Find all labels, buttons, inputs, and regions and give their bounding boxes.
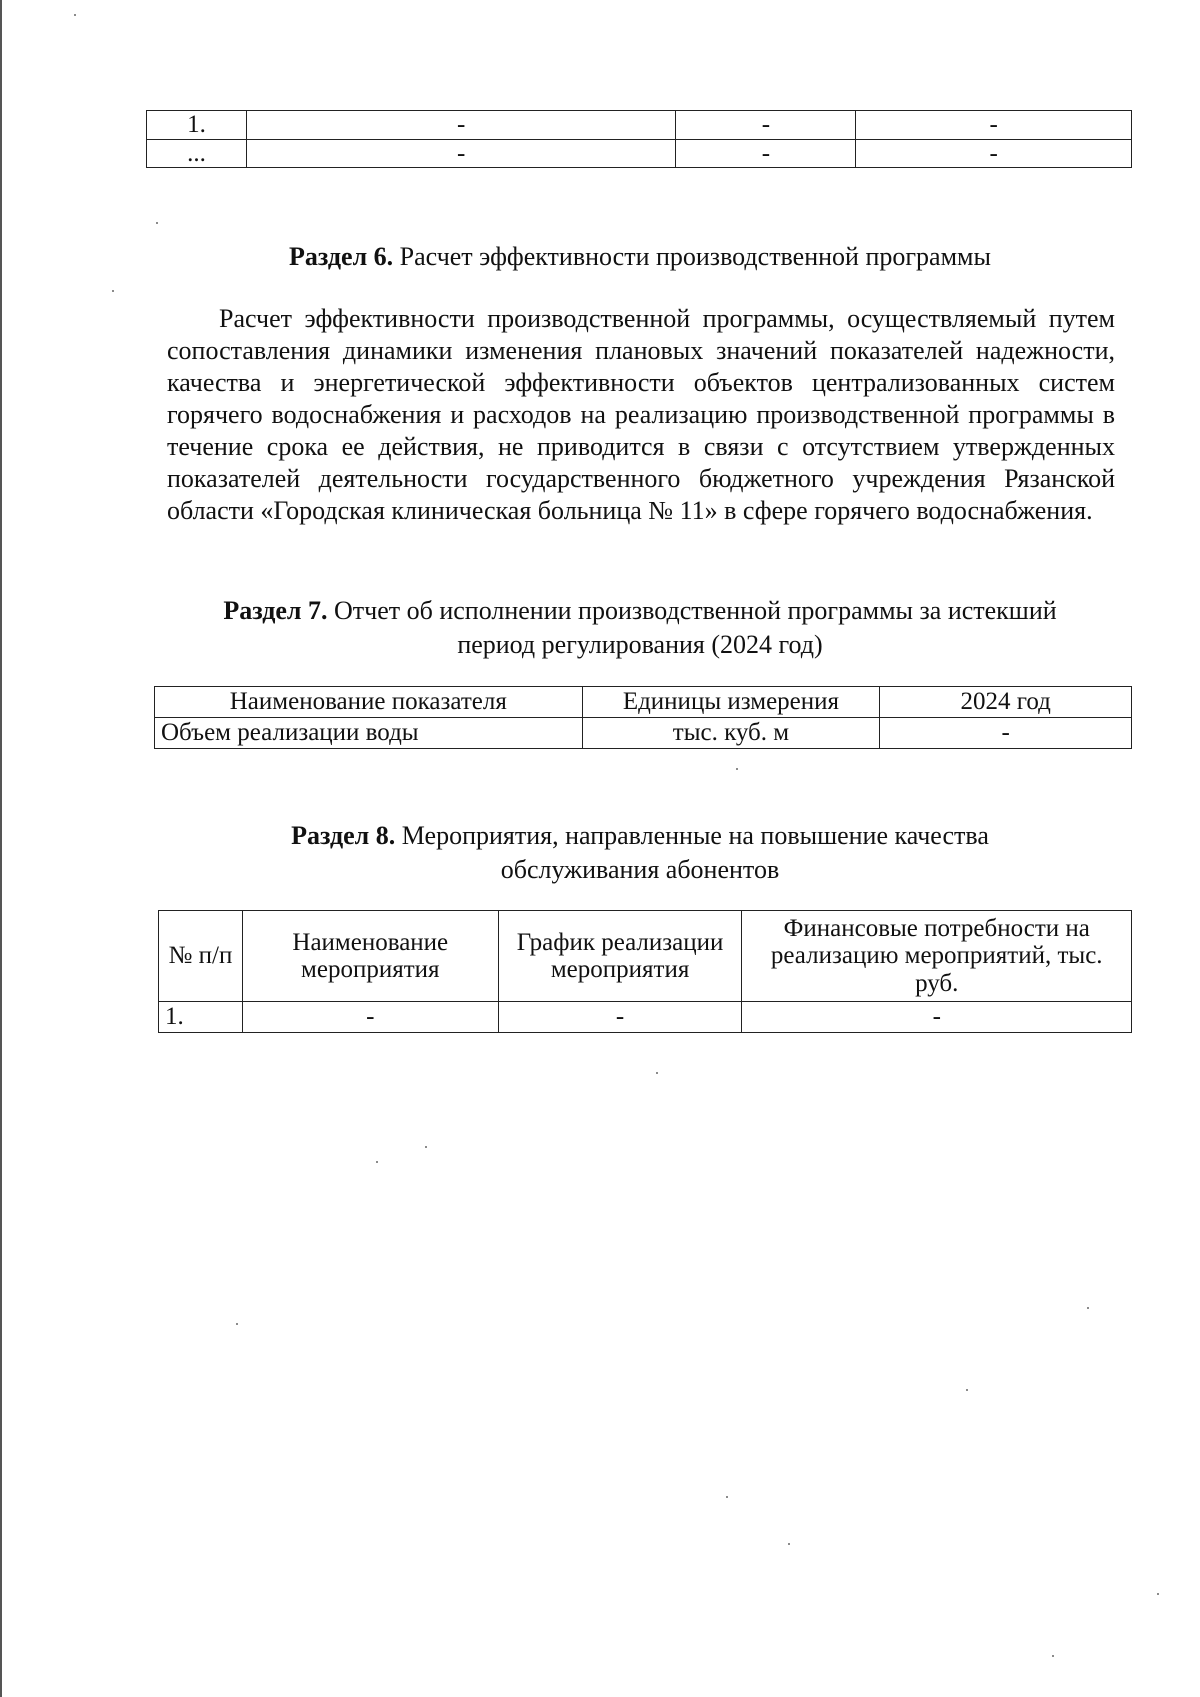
- table-header-cell: Финансовые потребности на реализацию мероприятий, тыс. руб.: [742, 911, 1132, 1002]
- section-8-table: [158, 910, 1132, 1033]
- table-cell: ...: [147, 139, 247, 168]
- scan-speck: [156, 222, 158, 224]
- table-cell: тыс. куб. м: [582, 718, 880, 749]
- table-header-cell: Наименование мероприятия: [242, 911, 498, 1002]
- table-header-cell: № п/п: [159, 911, 243, 1002]
- table-header-row: [159, 911, 1132, 1002]
- table-header-row: [155, 687, 1132, 718]
- table-cell: Объем реализации воды: [155, 718, 583, 749]
- scan-speck: [112, 290, 114, 292]
- table-cell: -: [742, 1002, 1132, 1033]
- scan-speck: [1052, 1655, 1054, 1657]
- table-cell: -: [246, 111, 676, 140]
- table-row: [155, 718, 1132, 749]
- table-cell: -: [880, 718, 1132, 749]
- scan-speck: [726, 1496, 728, 1498]
- scan-speck: [1157, 1593, 1159, 1595]
- page-left-edge: [0, 0, 2, 1697]
- section-8-heading: [150, 819, 1130, 887]
- table-header-cell: Наименование показателя: [155, 687, 583, 718]
- scan-speck: [74, 14, 76, 16]
- scan-speck: [656, 1072, 658, 1074]
- table-cell: -: [498, 1002, 742, 1033]
- section-7-heading: [150, 594, 1130, 662]
- section-7-title-line2: период регулирования (2024 год): [457, 630, 823, 659]
- table-row: [147, 111, 1132, 140]
- table-cell: 1.: [159, 1002, 243, 1033]
- section-7-label: Раздел 7.: [223, 596, 328, 625]
- section-7-title-line1: Отчет об исполнении производственной программы за истекший: [333, 596, 1057, 625]
- table-cell: -: [246, 139, 676, 168]
- table-header-cell: 2024 год: [880, 687, 1132, 718]
- table-cell: -: [676, 111, 856, 140]
- table-cell: -: [676, 139, 856, 168]
- scan-speck: [736, 768, 738, 770]
- continuation-table: [146, 110, 1132, 168]
- scan-speck: [966, 1389, 968, 1391]
- section-8-title-line2: обслуживания абонентов: [500, 855, 780, 884]
- scan-speck: [236, 1323, 238, 1325]
- table-row: [159, 1002, 1132, 1033]
- section-8-title-line1: Мероприятия, направленные на повышение качества: [401, 821, 989, 850]
- section-8-label: Раздел 8.: [291, 821, 396, 850]
- scan-speck: [376, 1161, 378, 1163]
- section-7-table: [154, 686, 1132, 749]
- scan-speck: [788, 1543, 790, 1545]
- table-cell: -: [856, 111, 1132, 140]
- table-cell: 1.: [147, 111, 247, 140]
- table-row: [147, 139, 1132, 168]
- section-6-label: Раздел 6.: [289, 242, 394, 271]
- scan-speck: [1087, 1307, 1089, 1309]
- section-6-paragraph: Расчет эффективности производственной программы, осуществляемый путем сопоставления динамики изменения плановых значений показателей надежности, качества и энергетической эффективности объектов централизованных систем горячего водоснабжения и расходов на реализацию производственной программы в течение срока ее действия, не приводится в связи с отсутствием утвержденных показателей деятельности государственного бюджетного учреждения Рязанской области «Городская клиническая больница № 11» в сфере горячего водоснабжения.: [167, 304, 1115, 525]
- table-cell: -: [856, 139, 1132, 168]
- section-6-title: Расчет эффективности производственной программы: [399, 242, 991, 271]
- table-header-cell: Единицы измерения: [582, 687, 880, 718]
- table-header-cell: График реализации мероприятия: [498, 911, 742, 1002]
- table-cell: -: [242, 1002, 498, 1033]
- scan-speck: [425, 1146, 427, 1148]
- section-6-heading: [150, 240, 1130, 274]
